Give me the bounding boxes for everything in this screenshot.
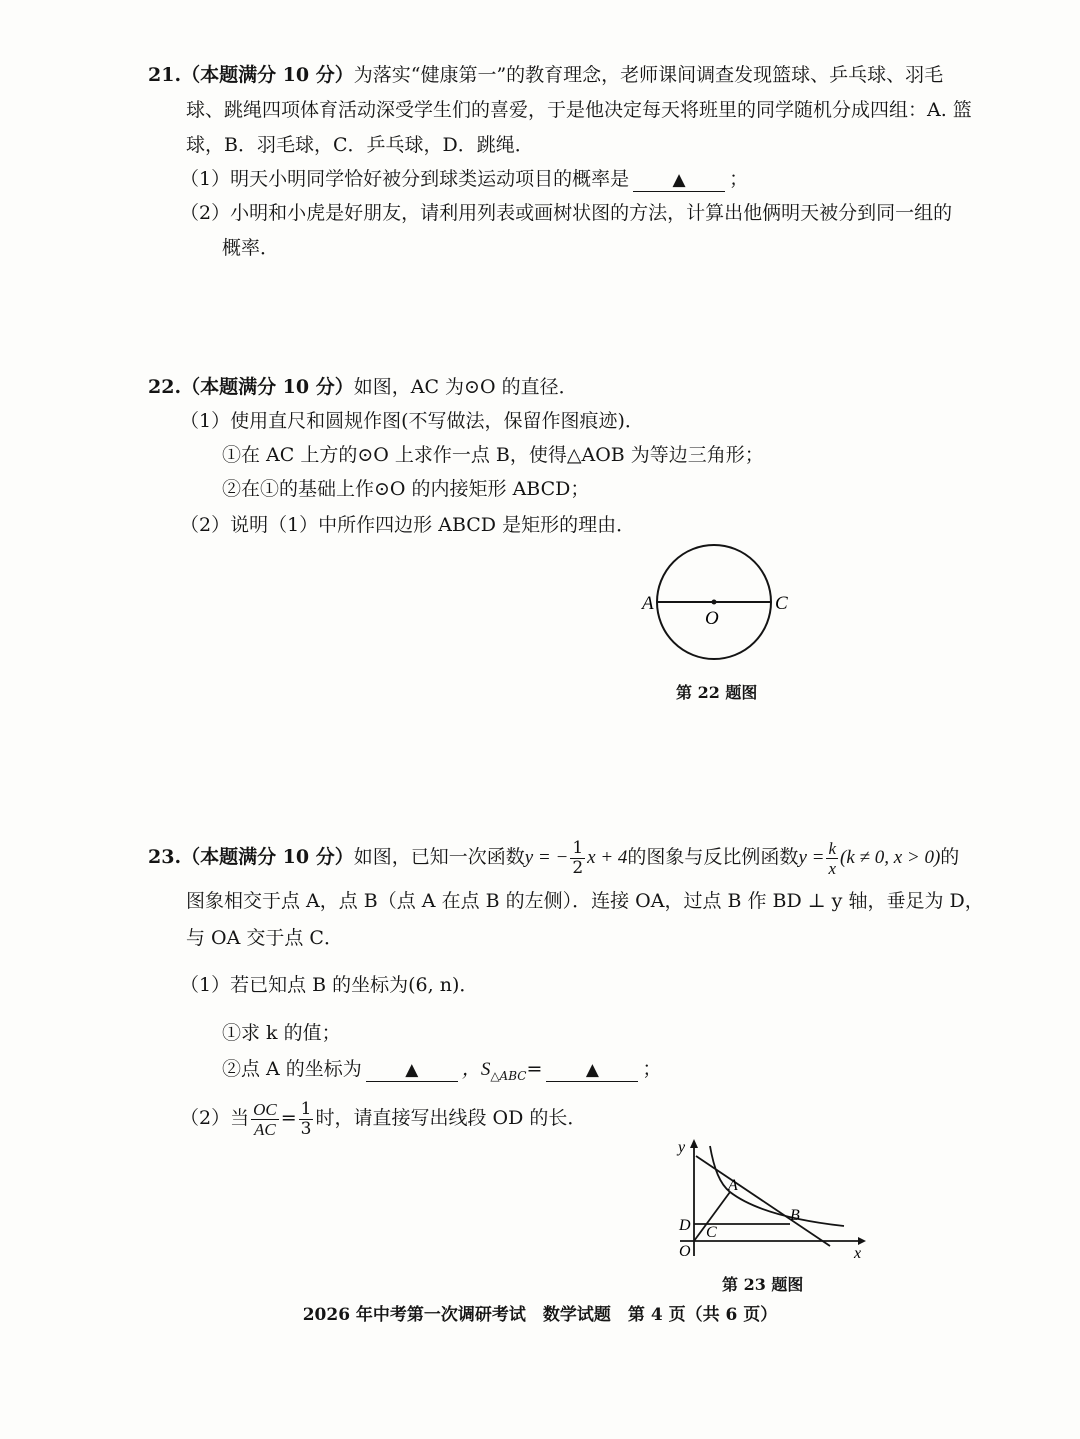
q23-figure-caption: 第 23 题图 xyxy=(722,1275,804,1294)
q22-sub-2-text: ②在①的基础上作⊙O 的内接矩形 ABCD； xyxy=(222,478,590,500)
q23-line-2 xyxy=(186,886,984,916)
q23-eq2-den: x xyxy=(828,858,836,878)
q22-figure-caption: 第 22 题图 xyxy=(676,683,758,702)
q23-label-b: B xyxy=(790,1207,800,1224)
q23-label-o: O xyxy=(679,1243,691,1260)
q21-line-3 xyxy=(186,130,534,160)
q21-line-2 xyxy=(186,95,972,125)
q23-eq1-rhs: x + 4 xyxy=(587,847,628,868)
q22-sub-1 xyxy=(222,440,764,470)
q23-ratio-value-den: 3 xyxy=(300,1118,312,1139)
q23-number: 23. xyxy=(148,846,182,868)
q23-ratio-fraction xyxy=(251,1100,279,1139)
q23-intro-b: 的图象与反比例函数 xyxy=(627,846,799,868)
q23-line-1 xyxy=(148,836,959,879)
q23-answer-blank-1: ▲ xyxy=(366,1059,458,1082)
page-footer: 2026 年中考第一次调研考试 数学试题 第 4 页（共 6 页） xyxy=(302,1305,778,1325)
q22-part-1-text: （1）使用直尺和圆规作图(不写做法，保留作图痕迹)． xyxy=(180,410,644,432)
q23-answer-blank-2: ▲ xyxy=(546,1059,638,1082)
q21-text-3: 球，B．羽毛球，C．乒乓球，D．跳绳． xyxy=(186,134,534,156)
q23-sub-1 xyxy=(222,1018,341,1048)
q23-area-equals: = xyxy=(526,1058,543,1080)
q23-ratio-value-num: 1 xyxy=(300,1098,312,1119)
q23-ratio-num: OC xyxy=(253,1099,277,1119)
q22-number: 22. xyxy=(148,376,182,398)
q21-score: （本题满分 10 分） xyxy=(181,64,354,86)
q23-eq1-fraction xyxy=(570,839,585,878)
q23-ratio-equals: = xyxy=(280,1107,297,1129)
q23-eq2-fraction xyxy=(826,839,838,878)
q23-sub-1-text: ①求 k 的值； xyxy=(222,1022,341,1044)
q22-intro: 如图，AC 为⊙O 的直径． xyxy=(353,376,578,398)
q23-part-2 xyxy=(180,1095,586,1141)
q23-ratio-den: AC xyxy=(254,1119,276,1139)
q23-y-axis-arrow xyxy=(690,1139,698,1148)
q23-sub-2-end: ； xyxy=(642,1058,662,1080)
q23-part-2-text-a: （2）当 xyxy=(180,1107,250,1129)
q23-eq2-num: k xyxy=(828,838,836,858)
q22-score: （本题满分 10 分） xyxy=(181,376,354,398)
q23-label-x: x xyxy=(854,1245,862,1262)
q23-intro-c: 的 xyxy=(940,846,960,868)
q21-part-2-text: （2）小明和小虎是好朋友，请利用列表或画树状图的方法，计算出他俩明天被分到同一组的 xyxy=(180,202,953,224)
q22-center-point xyxy=(712,600,717,605)
q21-text-2: 球、跳绳四项体育活动深受学生们的喜爱，于是他决定每天将班里的同学随机分成四组：A. 篮 xyxy=(186,99,972,121)
q22-label-a: A xyxy=(642,593,654,614)
q22-sub-2 xyxy=(222,474,589,504)
q23-part-1 xyxy=(180,970,478,1000)
q22-figure xyxy=(636,530,796,670)
q21-text-1: 为落实“健康第一”的教育理念，老师课间调查发现篮球、乒乓球、羽毛 xyxy=(353,64,944,86)
q23-label-y: y xyxy=(678,1139,686,1156)
q23-ratio-value xyxy=(299,1100,314,1139)
q23-area-subscript: △ABC xyxy=(490,1068,527,1083)
q21-part-2-cont xyxy=(222,233,279,263)
q23-figure xyxy=(672,1134,872,1264)
q23-eq2-cond: (k ≠ 0, x > 0) xyxy=(840,847,941,868)
q23-sub-2-text: ②点 A 的坐标为 xyxy=(222,1058,362,1080)
q23-part-2-text-b: 时，请直接写出线段 OD 的长． xyxy=(315,1107,587,1129)
q23-sub-2 xyxy=(222,1054,661,1091)
q23-label-d: D xyxy=(679,1217,691,1234)
q23-score: （本题满分 10 分） xyxy=(181,846,354,868)
q22-label-c: C xyxy=(775,593,788,614)
q23-label-a: A xyxy=(728,1177,738,1194)
q23-line-3 xyxy=(186,923,343,953)
q21-part-1-end: ； xyxy=(729,168,749,190)
q22-part-2-text: （2）说明（1）中所作四边形 ABCD 是矩形的理由． xyxy=(180,514,636,536)
q23-eq1-num: 1 xyxy=(572,837,584,858)
q23-intro-a: 如图，已知一次函数 xyxy=(353,846,525,868)
q21-line-1 xyxy=(148,60,943,90)
q21-answer-blank: ▲ xyxy=(633,169,725,192)
q23-eq1-lhs: y = − xyxy=(524,847,569,868)
q23-part-1-text: （1）若已知点 B 的坐标为(6, n)． xyxy=(180,974,479,996)
q21-part-1 xyxy=(180,164,748,194)
q22-part-1 xyxy=(180,406,644,436)
q21-part-1-text: （1）明天小明同学恰好被分到球类运动项目的概率是 xyxy=(180,168,630,190)
q22-sub-1-text: ①在 AC 上方的⊙O 上求作一点 B，使得△AOB 为等边三角形； xyxy=(222,444,764,466)
q21-part-2 xyxy=(180,198,952,228)
q23-x-axis-arrow xyxy=(858,1237,866,1245)
q23-line-2-text: 图象相交于点 A，点 B（点 A 在点 B 的左侧）．连接 OA，过点 B 作 BD ⊥ y 轴，垂足为 D， xyxy=(186,890,984,912)
q21-part-2-text-2: 概率． xyxy=(222,237,280,259)
q22-label-o: O xyxy=(705,608,719,629)
q22-line-1 xyxy=(148,372,578,402)
q23-area-label: ，S xyxy=(461,1059,491,1080)
q23-eq1-den: 2 xyxy=(572,857,584,878)
q21-number: 21. xyxy=(148,64,182,86)
q23-label-c: C xyxy=(706,1224,717,1241)
q23-eq2-lhs: y = xyxy=(798,847,825,868)
q23-line-3-text: 与 OA 交于点 C． xyxy=(186,927,343,949)
q22-part-2 xyxy=(180,510,635,540)
